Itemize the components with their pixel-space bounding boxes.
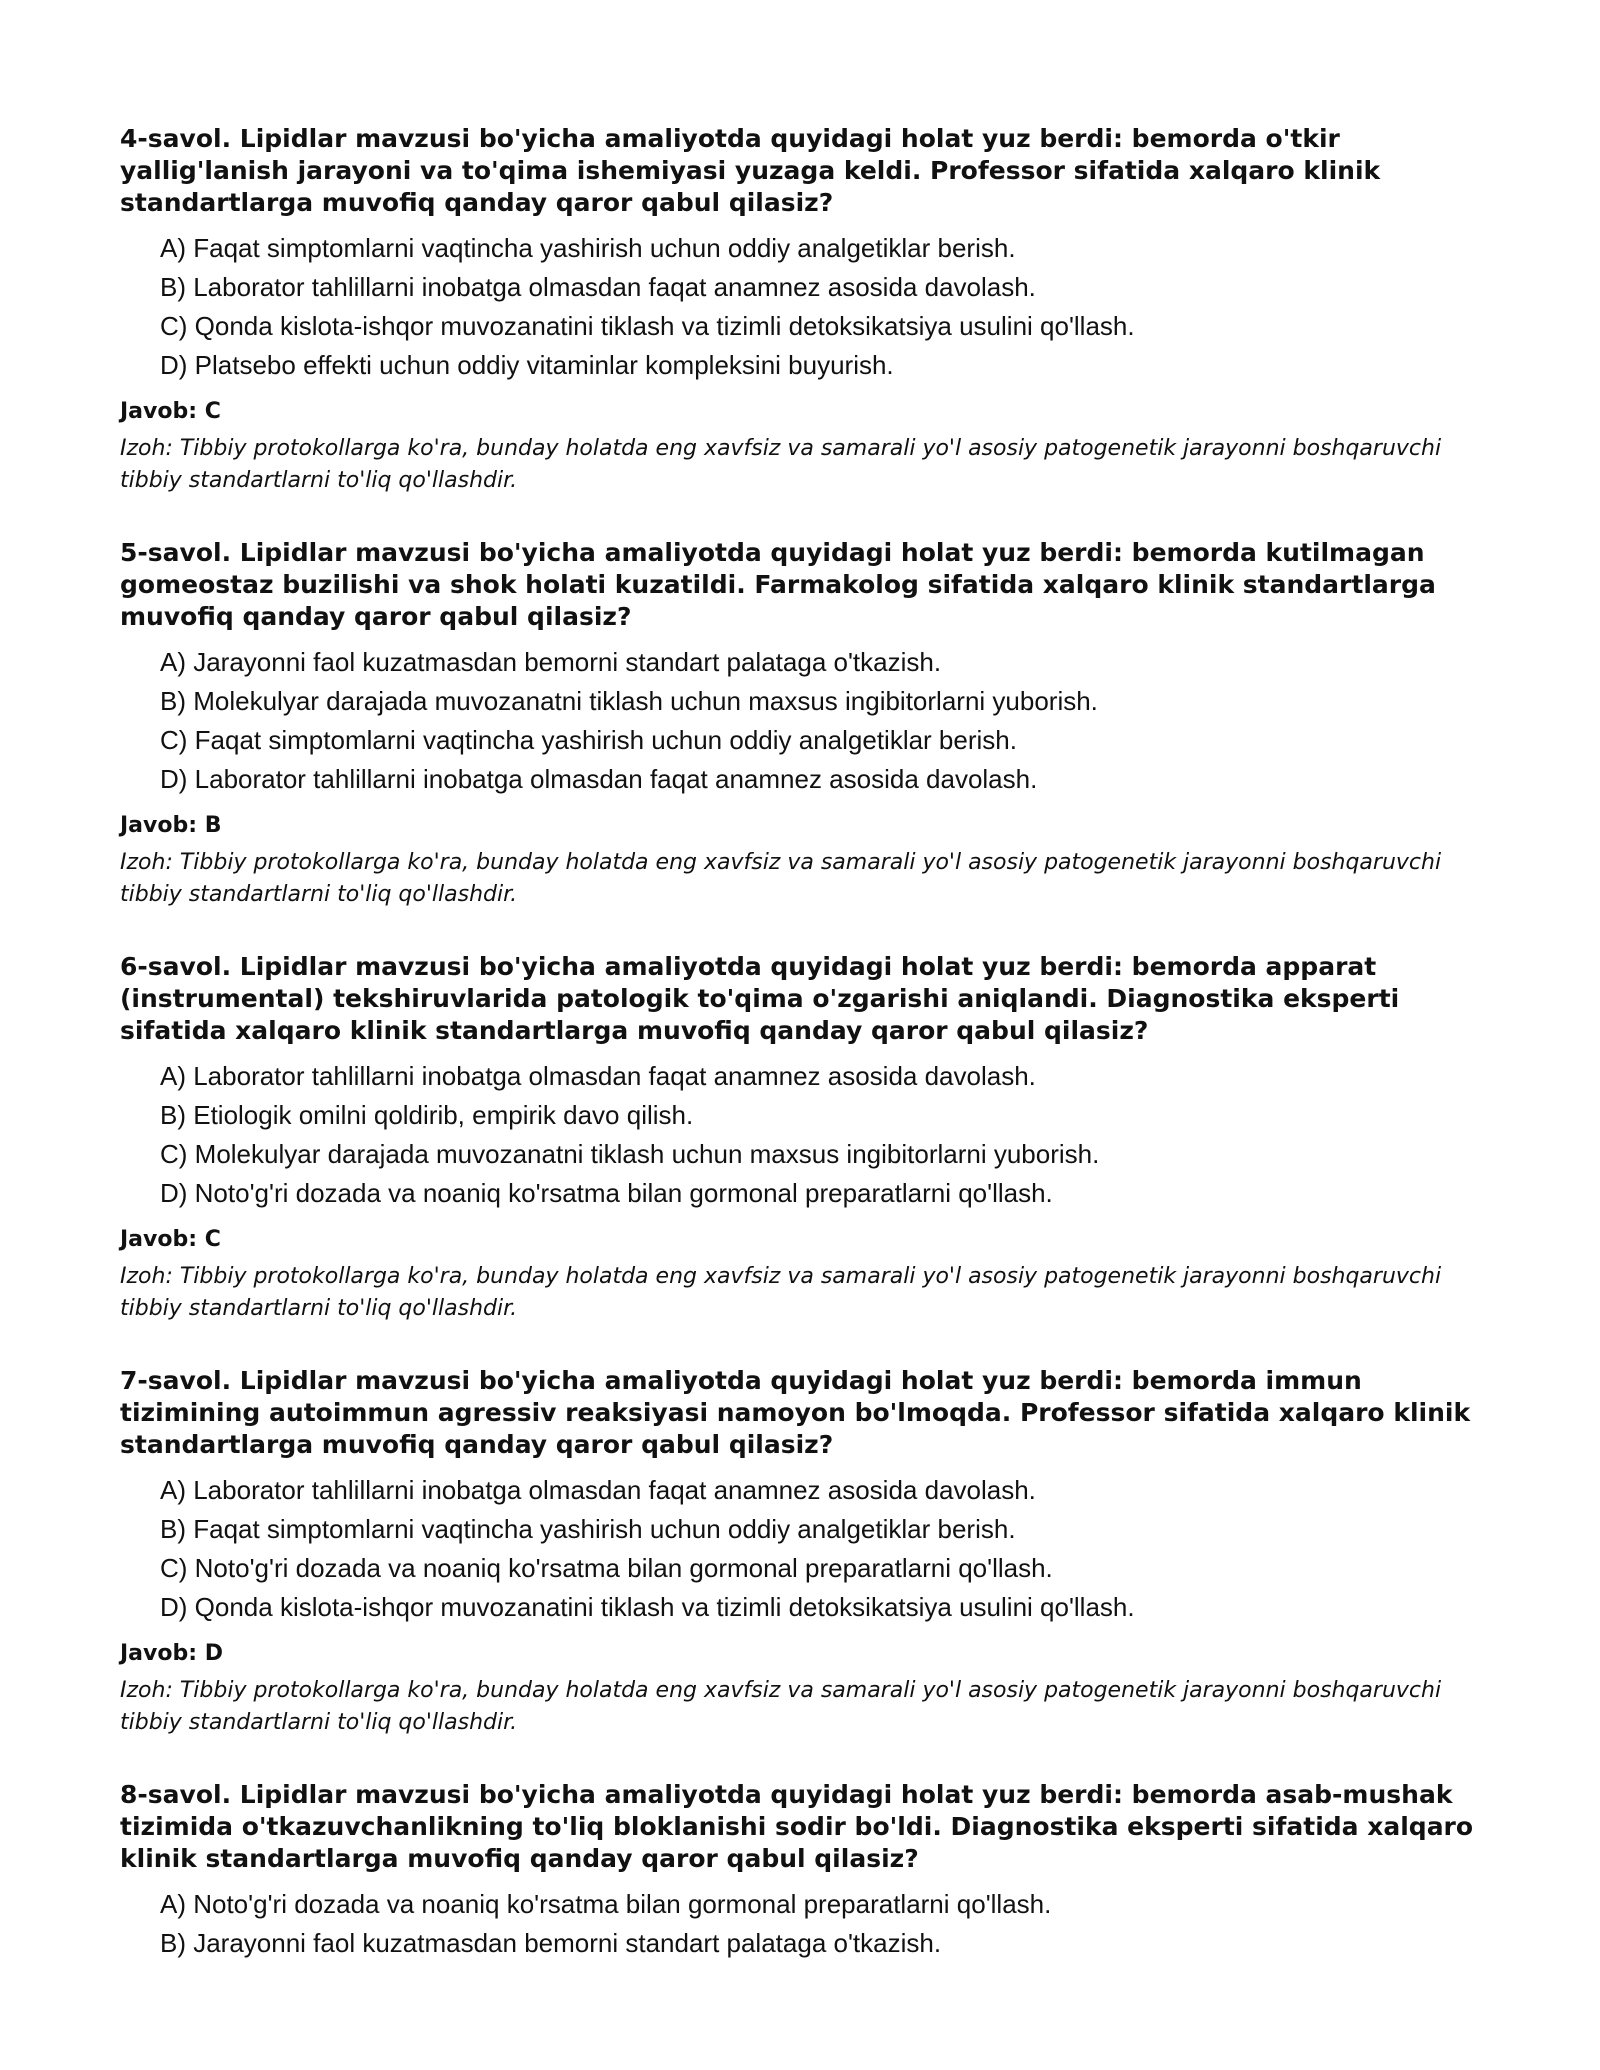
answer: Javob: C [120,1227,221,1252]
options-list [120,229,1500,385]
options-list [120,1885,1500,1963]
question-block [120,537,1500,911]
question-block [120,123,1500,497]
question-block [120,1779,1500,1963]
document-page [120,123,1500,2003]
option-b: B) Faqat simptomlarni vaqtincha yashirish uchun oddiy analgetiklar berish. [160,1514,1016,1544]
option-d: D) Noto'g'ri dozada va noaniq ko'rsatma bilan gormonal preparatlarni qo'llash. [160,1178,1053,1208]
question-text: 6-savol. Lipidlar mavzusi bo'yicha amaliyotda quyidagi holat yuz berdi: bemorda apparat (instrumental) tekshiruvlarida patologik to'qima o'zgarishi aniqlandi. Diagnostika eksperti sifatida xalqaro klinik standartlarga muvofiq qanday qaror qabul qilasiz? [120,952,1400,1045]
answer: Javob: C [120,399,221,424]
option-a: A) Noto'g'ri dozada va noaniq ko'rsatma bilan gormonal preparatlarni qo'llash. [160,1889,1052,1919]
option-a: A) Laborator tahlillarni inobatga olmasdan faqat anamnez asosida davolash. [160,1061,1036,1091]
explanation: Izoh: Tibbiy protokollarga ko'ra, bunday holatda eng xavfsiz va samarali yo'l asosiy patogenetik jarayonni boshqaruvchi tibbiy standartlarni to'liq qo'llashdir. [120,436,1442,493]
explanation: Izoh: Tibbiy protokollarga ko'ra, bunday holatda eng xavfsiz va samarali yo'l asosiy patogenetik jarayonni boshqaruvchi tibbiy standartlarni to'liq qo'llashdir. [120,1678,1442,1735]
option-c: C) Qonda kislota-ishqor muvozanatini tiklash va tizimli detoksikatsiya usulini qo'llash. [160,311,1135,341]
answer: Javob: D [120,1641,223,1666]
question-block [120,951,1500,1325]
option-c: C) Noto'g'ri dozada va noaniq ko'rsatma bilan gormonal preparatlarni qo'llash. [160,1553,1053,1583]
option-a: A) Faqat simptomlarni vaqtincha yashirish uchun oddiy analgetiklar berish. [160,233,1016,263]
option-d: D) Laborator tahlillarni inobatga olmasdan faqat anamnez asosida davolash. [160,764,1038,794]
explanation: Izoh: Tibbiy protokollarga ko'ra, bunday holatda eng xavfsiz va samarali yo'l asosiy patogenetik jarayonni boshqaruvchi tibbiy standartlarni to'liq qo'llashdir. [120,850,1442,907]
option-b: B) Laborator tahlillarni inobatga olmasdan faqat anamnez asosida davolash. [160,272,1036,302]
option-b: B) Molekulyar darajada muvozanatni tiklash uchun maxsus ingibitorlarni yuborish. [160,686,1098,716]
option-c: C) Faqat simptomlarni vaqtincha yashirish uchun oddiy analgetiklar berish. [160,725,1017,755]
question-text: 8-savol. Lipidlar mavzusi bo'yicha amaliyotda quyidagi holat yuz berdi: bemorda asab-mushak tizimida o'tkazuvchanlikning to'liq bloklanishi sodir bo'ldi. Diagnostika eksperti sifatida xalqaro klinik standartlarga muvofiq qanday qaror qabul qilasiz? [120,1780,1474,1873]
options-list [120,1471,1500,1627]
options-list [120,1057,1500,1213]
option-a: A) Jarayonni faol kuzatmasdan bemorni standart palataga o'tkazish. [160,647,942,677]
option-b: B) Jarayonni faol kuzatmasdan bemorni standart palataga o'tkazish. [160,1928,942,1958]
question-text: 7-savol. Lipidlar mavzusi bo'yicha amaliyotda quyidagi holat yuz berdi: bemorda immun tizimining autoimmun agressiv reaksiyasi namoyon bo'lmoqda. Professor sifatida xalqaro klinik standartlarga muvofiq qanday qaror qabul qilasiz? [120,1366,1471,1459]
question-text: 5-savol. Lipidlar mavzusi bo'yicha amaliyotda quyidagi holat yuz berdi: bemorda kutilmagan gomeostaz buzilishi va shok holati kuzatildi. Farmakolog sifatida xalqaro klinik standartlarga muvofiq qanday qaror qabul qilasiz? [120,538,1436,631]
question-block [120,1365,1500,1739]
explanation: Izoh: Tibbiy protokollarga ko'ra, bunday holatda eng xavfsiz va samarali yo'l asosiy patogenetik jarayonni boshqaruvchi tibbiy standartlarni to'liq qo'llashdir. [120,1264,1442,1321]
option-b: B) Etiologik omilni qoldirib, empirik davo qilish. [160,1100,694,1130]
option-c: C) Molekulyar darajada muvozanatni tiklash uchun maxsus ingibitorlarni yuborish. [160,1139,1100,1169]
option-d: D) Platsebo effekti uchun oddiy vitaminlar kompleksini buyurish. [160,350,894,380]
option-d: D) Qonda kislota-ishqor muvozanatini tiklash va tizimli detoksikatsiya usulini qo'llash. [160,1592,1135,1622]
options-list [120,643,1500,799]
option-a: A) Laborator tahlillarni inobatga olmasdan faqat anamnez asosida davolash. [160,1475,1036,1505]
answer: Javob: B [120,813,222,838]
question-text: 4-savol. Lipidlar mavzusi bo'yicha amaliyotda quyidagi holat yuz berdi: bemorda o'tkir yallig'lanish jarayoni va to'qima ishemiyasi yuzaga keldi. Professor sifatida xalqaro klinik standartlarga muvofiq qanday qaror qabul qilasiz? [120,124,1381,217]
